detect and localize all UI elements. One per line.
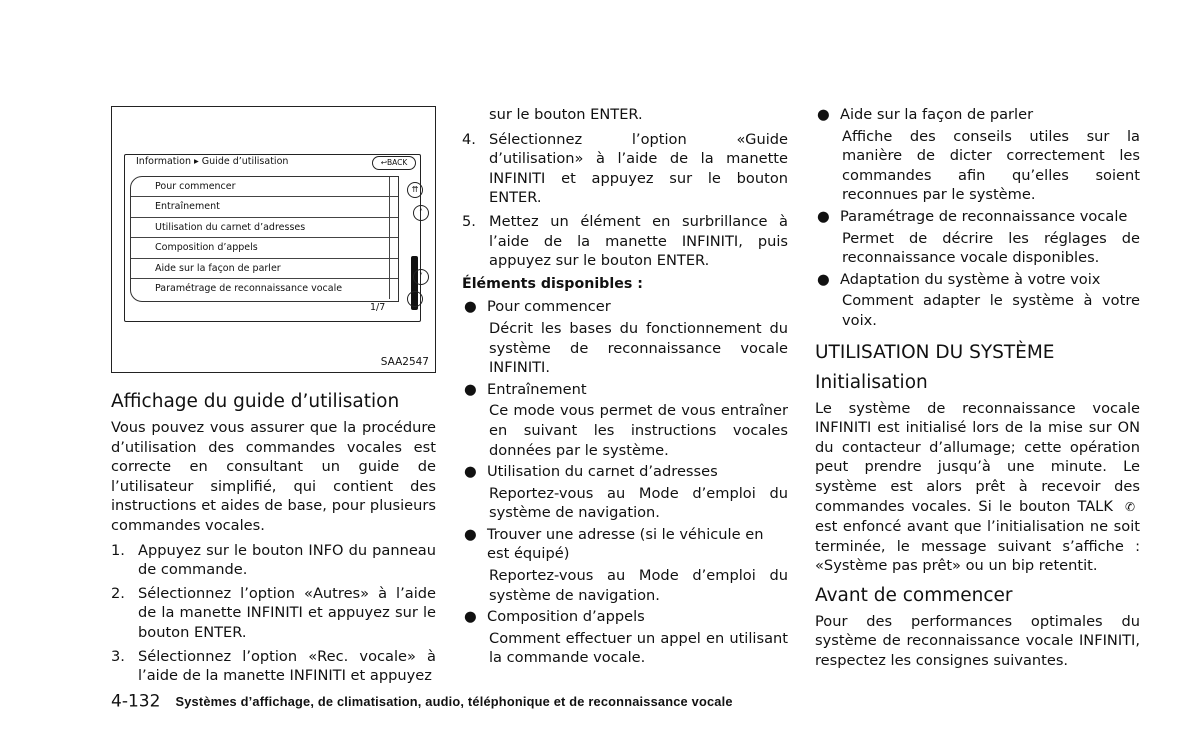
- menu-item: Aide sur la façon de parler: [131, 259, 398, 279]
- step: 4. Sélectionnez l’option «Guide d’utilisation» à l’aide de la manette INFINITI et appuyez sur le bouton ENTER.: [462, 130, 788, 207]
- double-up-arrow-icon: ⇈: [407, 182, 423, 198]
- init-paragraph: Le système de reconnaissance vocale INFINITI est initialisé lors de la mise sur ON du contacteur d’allumage; cette opération peut prendre jusqu’à une minute. Le système est alors prêt à recevoir des commandes vocales. Si le bouton TALK ✆ est enfoncé avant que l’initialisation ne soit terminée, le message suivant s’affiche : «Système pas prêt» ou un bip retentit.: [815, 399, 1140, 575]
- column-2: [462, 105, 788, 670]
- list-item: ● Utilisation du carnet d’adresses Reportez-vous au Mode d’emploi du système de navigation.: [464, 463, 788, 522]
- double-down-arrow-icon: ⇊: [407, 291, 423, 307]
- steps-list: [462, 130, 788, 271]
- step: 2. Sélectionnez l’option «Autres» à l’aide de la manette INFINITI et appuyez sur le bouton ENTER.: [111, 584, 436, 641]
- back-button: ↩BACK: [372, 156, 416, 170]
- step: 5. Mettez un élément en surbrillance à l’aide de la manette INFINITI, puis appuyez sur le bouton ENTER.: [462, 212, 788, 270]
- subsection-title: Initialisation: [815, 371, 928, 393]
- list-item: ● Paramétrage de reconnaissance vocale Permet de décrire les réglages de reconnaissance vocale disponibles.: [817, 207, 1140, 267]
- list-item: ● Pour commencer Décrit les bases du fonctionnement du système de reconnaissance vocale INFINITI.: [464, 298, 788, 377]
- menu-item: Composition d’appels: [131, 238, 398, 258]
- menu-item: Entraînement: [131, 197, 398, 217]
- screen-figure: [111, 106, 436, 373]
- available-items-heading: Éléments disponibles :: [462, 275, 643, 292]
- display-screen: [124, 154, 421, 322]
- up-arrow-icon: ˄: [413, 205, 429, 221]
- list-item: ● Composition d’appels Comment effectuer un appel en utilisant la commande vocale.: [464, 608, 788, 667]
- page-footer: [111, 691, 733, 712]
- menu-item: Pour commencer: [131, 177, 398, 197]
- list-item: ● Entraînement Ce mode vous permet de vous entraîner en suivant les instructions vocales données par le système.: [464, 380, 788, 459]
- column-1: [111, 390, 436, 690]
- list-item: ● Aide sur la façon de parler Affiche des conseils utiles sur la manière de dicter correctement les commandes afin qu’elles soient reconnues par le système.: [817, 106, 1140, 204]
- list-item: ● Adaptation du système à votre voix Comment adapter le système à votre voix.: [817, 270, 1140, 329]
- page-number: 4-132: [111, 691, 161, 712]
- screen-header: Information ▸ Guide d’utilisation: [136, 156, 289, 167]
- subsection-title: Avant de commencer: [815, 584, 1013, 606]
- down-arrow-icon: ˅: [413, 269, 429, 285]
- column-3: [815, 105, 1140, 671]
- list-item: ● Trouver une adresse (si le véhicule en est équipé) Reportez-vous au Mode d’emploi du système de navigation.: [464, 525, 788, 604]
- available-items-list: [462, 297, 788, 668]
- steps-list: [111, 541, 436, 686]
- step: 3. Sélectionnez l’option «Rec. vocale» à l’aide de la manette INFINITI et appuyez: [111, 647, 436, 685]
- available-items-list-continued: [815, 105, 1140, 331]
- section-title: UTILISATION DU SYSTÈME: [815, 341, 1055, 363]
- section-title: Affichage du guide d’utilisation: [111, 391, 400, 412]
- footer-title: Systèmes d’affichage, de climatisation, audio, téléphonique et de reconnaissance vocale: [175, 694, 733, 709]
- back-label: BACK: [386, 158, 408, 167]
- menu-list: [130, 176, 399, 302]
- page-indicator: 1/7: [370, 302, 386, 313]
- menu-item: Utilisation du carnet d’adresses: [131, 218, 398, 238]
- step: 1. Appuyez sur le bouton INFO du panneau de commande.: [111, 541, 436, 579]
- intro-paragraph: Vous pouvez vous assurer que la procédure d’utilisation des commandes vocales est correcte en consultant un guide de l’utilisateur simplifié, qui contient des instructions et aides de base, pour plusieurs commandes vocales.: [111, 419, 436, 534]
- continued-step-text: sur le bouton ENTER.: [489, 106, 643, 123]
- talk-icon: ✆: [1124, 499, 1136, 514]
- menu-item: Paramétrage de reconnaissance vocale: [131, 279, 398, 299]
- before-paragraph: Pour des performances optimales du système de reconnaissance vocale INFINITI, respectez les consignes suivantes.: [815, 612, 1140, 670]
- figure-code: SAA2547: [380, 356, 429, 368]
